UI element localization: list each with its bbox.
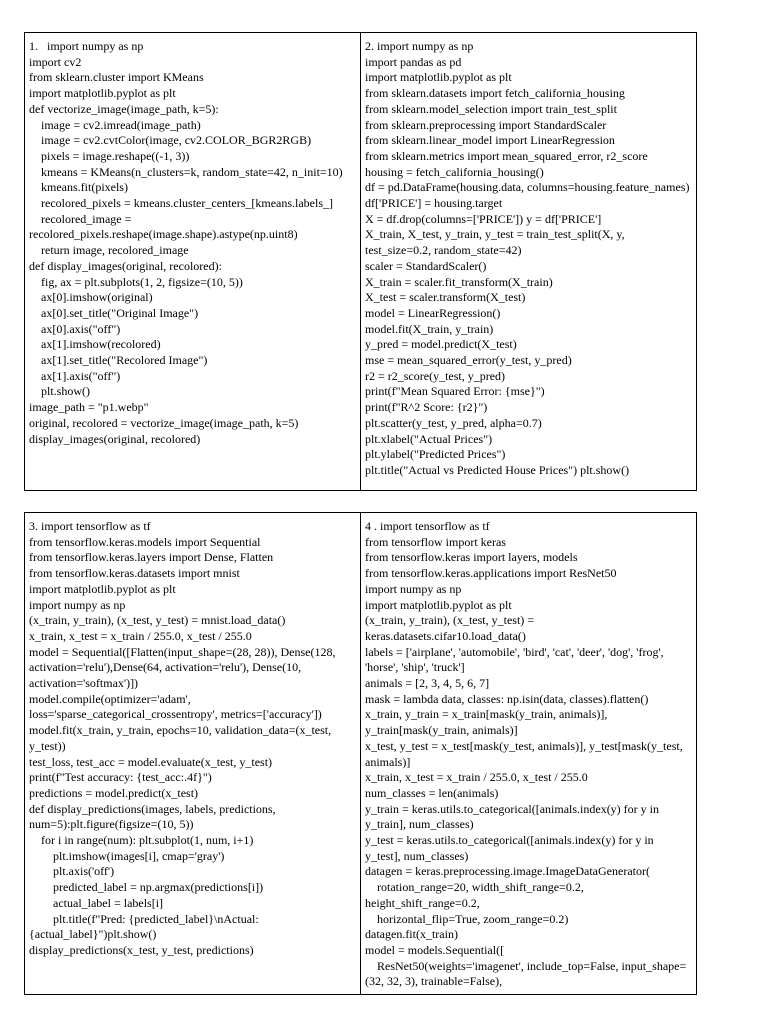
- code-line: from tensorflow.keras.datasets import mnist: [29, 566, 240, 581]
- table-row: [25, 33, 697, 491]
- code-line: def display_images(original, recolored):: [29, 258, 222, 273]
- code-line: pixels = image.reshape((-1, 3)): [29, 148, 190, 163]
- code-line: image_path = "p1.webp": [29, 400, 149, 415]
- code-line: x_train, x_test = x_train / 255.0, x_test / 255.0: [29, 628, 252, 643]
- code-line: print(f"Mean Squared Error: {mse}"): [365, 384, 545, 399]
- code-line: ax[1].axis("off"): [29, 368, 121, 383]
- code-line: x_train, x_test = x_train / 255.0, x_test / 255.0: [365, 770, 588, 785]
- code-line: model = Sequential([Flatten(input_shape=(28, 28)), Dense(128, activation='relu'),Dense(64, activation='relu'), Dense(10, activation='softmax')]): [29, 644, 339, 691]
- code-line: X_train, X_test, y_train, y_test = train_test_split(X, y, test_size=0.2, random_state=42): [365, 227, 628, 258]
- code-line: r2 = r2_score(y_test, y_pred): [365, 368, 506, 383]
- code-table-top: [24, 32, 697, 491]
- code-line: from sklearn.cluster import KMeans: [29, 70, 204, 85]
- code-line: from sklearn.linear_model import LinearRegression: [365, 133, 615, 148]
- code-line: display_predictions(x_test, y_test, predictions): [29, 942, 254, 957]
- code-line: model.fit(X_train, y_train): [365, 321, 494, 336]
- code-line: for i in range(num): plt.subplot(1, num, i+1): [29, 833, 254, 848]
- code-line: df = pd.DataFrame(housing.data, columns=housing.feature_names): [365, 180, 690, 195]
- code-line: ax[0].axis("off"): [29, 321, 121, 336]
- code-cell-3: [25, 513, 361, 995]
- code-line: import matplotlib.pyplot as plt: [365, 597, 512, 612]
- code-line: 2. import numpy as np: [365, 39, 474, 53]
- code-cell-4: [361, 513, 697, 995]
- code-line: ax[1].imshow(recolored): [29, 337, 161, 352]
- code-line: model = LinearRegression(): [365, 305, 501, 320]
- code-line: plt.scatter(y_test, y_pred, alpha=0.7): [365, 415, 542, 430]
- code-line: from tensorflow.keras.layers import Dense, Flatten: [29, 550, 274, 565]
- code-line: from tensorflow.keras import layers, models: [365, 550, 578, 565]
- code-line: predictions = model.predict(x_test): [29, 785, 199, 800]
- code-line: datagen = keras.preprocessing.image.ImageDataGenerator(: [365, 864, 650, 879]
- code-line: test_loss, test_acc = model.evaluate(x_test, y_test): [29, 754, 273, 769]
- code-line: 3. import tensorflow as tf: [29, 519, 151, 533]
- code-line: scaler = StandardScaler(): [365, 258, 487, 273]
- code-line: from sklearn.model_selection import train_test_split: [365, 101, 617, 116]
- code-line: y_test = keras.utils.to_categorical([animals.index(y) for y in y_test], num_classes): [365, 833, 657, 863]
- code-line: from sklearn.datasets import fetch_california_housing: [365, 86, 625, 101]
- code-line: model.compile(optimizer='adam', loss='sparse_categorical_crossentropy', metrics=['accuracy']): [29, 691, 322, 722]
- code-line: x_train, y_train = x_train[mask(y_train, animals)], y_train[mask(y_train, animals)]: [365, 707, 611, 738]
- code-line: animals = [2, 3, 4, 5, 6, 7]: [365, 676, 490, 691]
- code-line: datagen.fit(x_train): [365, 927, 458, 942]
- code-line: rotation_range=20, width_shift_range=0.2, height_shift_range=0.2,: [365, 880, 587, 910]
- code-line: predicted_label = np.argmax(predictions[i]): [29, 880, 264, 895]
- code-line: recolored_image = recolored_pixels.reshape(image.shape).astype(np.uint8): [29, 211, 298, 242]
- code-line: ax[0].set_title("Original Image"): [29, 305, 199, 320]
- code-line: from tensorflow.keras.models import Sequential: [29, 534, 261, 549]
- code-line: print(f"R^2 Score: {r2}"): [365, 400, 488, 415]
- code-table-bottom: [24, 512, 697, 995]
- code-line: def vectorize_image(image_path, k=5):: [29, 101, 219, 116]
- code-line: import numpy as np: [29, 597, 126, 612]
- code-line: plt.xlabel("Actual Prices"): [365, 431, 493, 446]
- code-line: df['PRICE'] = housing.target: [365, 196, 503, 211]
- code-line: 1. import numpy as np: [29, 39, 144, 53]
- code-line: num_classes = len(animals): [365, 785, 499, 800]
- code-line: 4 . import tensorflow as tf: [365, 519, 490, 533]
- code-line: image = cv2.imread(image_path): [29, 117, 201, 132]
- code-line: y_pred = model.predict(X_test): [365, 337, 517, 352]
- code-line: X_test = scaler.transform(X_test): [365, 290, 526, 305]
- code-line: mse = mean_squared_error(y_test, y_pred): [365, 353, 572, 368]
- code-line: labels = ['airplane', 'automobile', 'bird', 'cat', 'deer', 'dog', 'frog', 'horse', 'ship', 'truck']: [365, 644, 667, 675]
- code-line: import matplotlib.pyplot as plt: [365, 70, 512, 85]
- code-line: from sklearn.preprocessing import StandardScaler: [365, 117, 607, 132]
- code-line: original, recolored = vectorize_image(image_path, k=5): [29, 415, 299, 430]
- code-line: (x_train, y_train), (x_test, y_test) = mnist.load_data(): [29, 613, 286, 628]
- code-line: model = models.Sequential([: [365, 942, 505, 957]
- code-line: fig, ax = plt.subplots(1, 2, figsize=(10, 5)): [29, 274, 243, 289]
- code-line: from tensorflow import keras: [365, 534, 506, 549]
- code-line: plt.show(): [29, 384, 90, 399]
- code-line: from tensorflow.keras.applications import ResNet50: [365, 566, 617, 581]
- code-line: import matplotlib.pyplot as plt: [29, 86, 176, 101]
- code-line: plt.ylabel("Predicted Prices"): [365, 447, 506, 462]
- code-line: from sklearn.metrics import mean_squared_error, r2_score: [365, 148, 648, 163]
- code-line: housing = fetch_california_housing(): [365, 164, 544, 179]
- code-line: model.fit(x_train, y_train, epochs=10, validation_data=(x_test, y_test)): [29, 723, 335, 753]
- code-line: plt.axis('off'): [29, 864, 115, 879]
- code-line: image = cv2.cvtColor(image, cv2.COLOR_BGR2RGB): [29, 133, 312, 148]
- code-line: ax[0].imshow(original): [29, 290, 153, 305]
- code-line: y_train = keras.utils.to_categorical([animals.index(y) for y in y_train], num_classes): [365, 801, 663, 832]
- code-line: horizontal_flip=True, zoom_range=0.2): [365, 911, 569, 926]
- code-line: return image, recolored_image: [29, 243, 189, 258]
- code-line: (x_train, y_train), (x_test, y_test) = keras.datasets.cifar10.load_data(): [365, 613, 538, 643]
- code-line: import pandas as pd: [365, 54, 462, 69]
- code-cell-1: [25, 33, 361, 491]
- code-line: x_test, y_test = x_test[mask(y_test, animals)], y_test[mask(y_test, animals)]: [365, 738, 686, 769]
- code-line: plt.imshow(images[i], cmap='gray'): [29, 848, 225, 863]
- code-cell-2: [361, 33, 697, 491]
- code-line: import matplotlib.pyplot as plt: [29, 581, 176, 596]
- table-row: [25, 513, 697, 995]
- code-line: import cv2: [29, 54, 82, 69]
- code-line: print(f"Test accuracy: {test_acc:.4f}"): [29, 770, 212, 785]
- code-line: actual_label = labels[i]: [29, 895, 164, 910]
- code-line: ResNet50(weights='imagenet', include_top=False, input_shape=(32, 32, 3), trainable=False),: [365, 958, 687, 989]
- code-line: X = df.drop(columns=['PRICE']) y = df['PRICE']: [365, 211, 602, 226]
- code-line: mask = lambda data, classes: np.isin(data, classes).flatten(): [365, 691, 649, 706]
- code-line: display_images(original, recolored): [29, 431, 201, 446]
- code-line: X_train = scaler.fit_transform(X_train): [365, 274, 553, 289]
- code-line: kmeans = KMeans(n_clusters=k, random_state=42, n_init=10): [29, 164, 343, 179]
- code-line: ax[1].set_title("Recolored Image"): [29, 353, 208, 368]
- code-line: kmeans.fit(pixels): [29, 180, 128, 195]
- code-line: recolored_pixels = kmeans.cluster_centers_[kmeans.labels_]: [29, 196, 333, 211]
- code-line: import numpy as np: [365, 581, 462, 596]
- code-line: plt.title(f"Pred: {predicted_label}\nActual: {actual_label}")plt.show(): [29, 911, 262, 942]
- code-line: def display_predictions(images, labels, predictions, num=5):plt.figure(figsize=(10, 5)): [29, 801, 279, 832]
- code-line: plt.title("Actual vs Predicted House Prices") plt.show(): [365, 462, 630, 477]
